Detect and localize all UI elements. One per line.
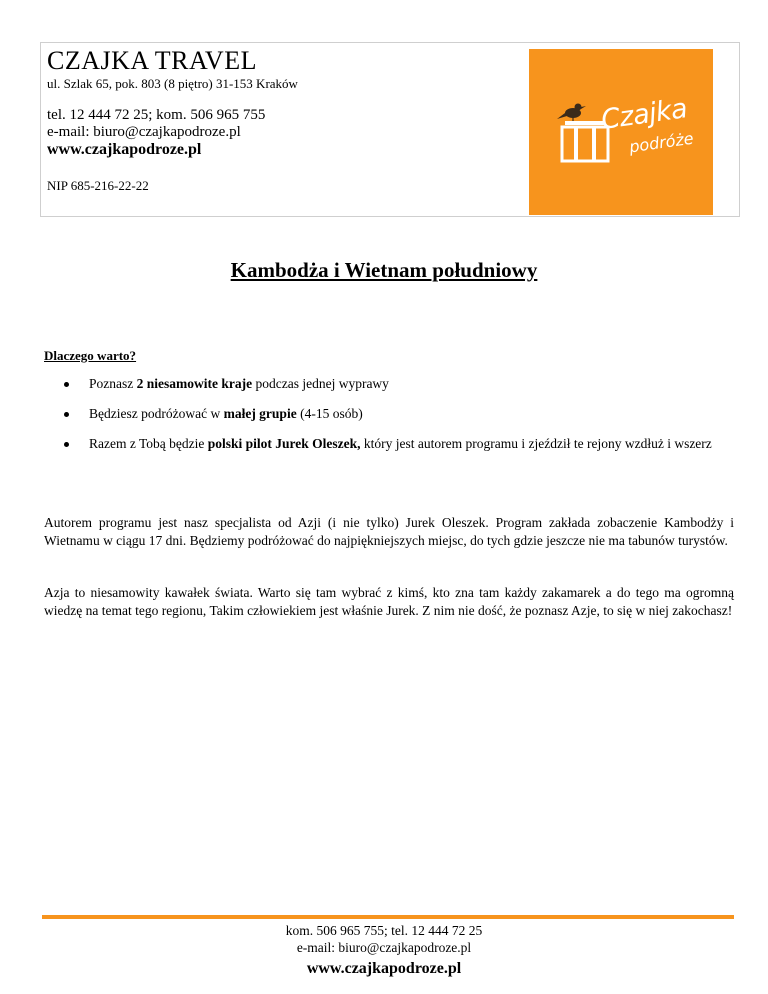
reason-text: który jest autorem programu i zjeździł te rejony wzdłuż i wszerz <box>360 436 712 451</box>
reason-text: podczas jednej wyprawy <box>252 376 389 391</box>
list-item <box>44 405 734 422</box>
logo-text-podroze: podróże <box>627 128 695 157</box>
reason-text: (4-15 osób) <box>296 406 363 421</box>
reason-text: Razem z Tobą będzie <box>89 436 208 451</box>
reason-highlight: małej grupie <box>223 406 297 421</box>
footer-email: e-mail: biuro@czajkapodroze.pl <box>296 940 472 955</box>
reasons-list <box>44 375 734 465</box>
footer-phone: kom. 506 965 755; tel. 12 444 72 25 <box>285 923 483 938</box>
reason-highlight: polski pilot Jurek Oleszek, <box>207 436 361 451</box>
reason-highlight: 2 niesamowite kraje <box>136 376 253 391</box>
list-item <box>44 435 734 452</box>
logo-text-czajka: Czajka <box>599 93 690 136</box>
website-link[interactable]: www.czajkapodroze.pl <box>47 141 202 158</box>
email-address: e-mail: biuro@czajkapodroze.pl <box>47 124 241 140</box>
footer <box>0 922 768 977</box>
reason-text: Poznasz <box>89 376 137 391</box>
contact-block <box>47 107 265 158</box>
paragraph-author: Autorem programu jest nasz specjalista od Azji (i nie tylko) Jurek Oleszek. Program zakłada zobaczenie Kambodży i Wietnamu w ciągu 17 dni. Będziemy podróżować do najpiękniejszych miejsc, do tych gdzie jeszcze nie ma tabunów turystów. <box>44 515 734 548</box>
reason-text: Będziesz podróżować w <box>89 406 224 421</box>
company-logo <box>529 49 713 215</box>
phone-numbers: tel. 12 444 72 25; kom. 506 965 755 <box>47 107 266 123</box>
footer-divider <box>42 915 734 919</box>
list-item <box>44 375 734 392</box>
company-address: ul. Szlak 65, pok. 803 (8 piętro) 31-153 Kraków <box>47 76 298 91</box>
page-title: Kambodża i Wietnam południowy <box>230 258 538 282</box>
footer-website-link[interactable]: www.czajkapodroze.pl <box>306 960 462 977</box>
nip-number: NIP 685-216-22-22 <box>47 178 149 193</box>
paragraph-asia: Azja to niesamowity kawałek świata. Warto się tam wybrać z kimś, kto zna tam każdy zakamarek a do tego ma ogromną wiedzę na temat tego regionu, Takim człowiekiem jest właśnie Jurek. Z nim nie dość, że poznasz Azje, to się w niej zakochasz! <box>44 585 734 618</box>
why-heading: Dlaczego warto? <box>44 348 137 363</box>
company-name: CZAJKA TRAVEL <box>47 46 257 75</box>
letterhead <box>40 42 740 217</box>
